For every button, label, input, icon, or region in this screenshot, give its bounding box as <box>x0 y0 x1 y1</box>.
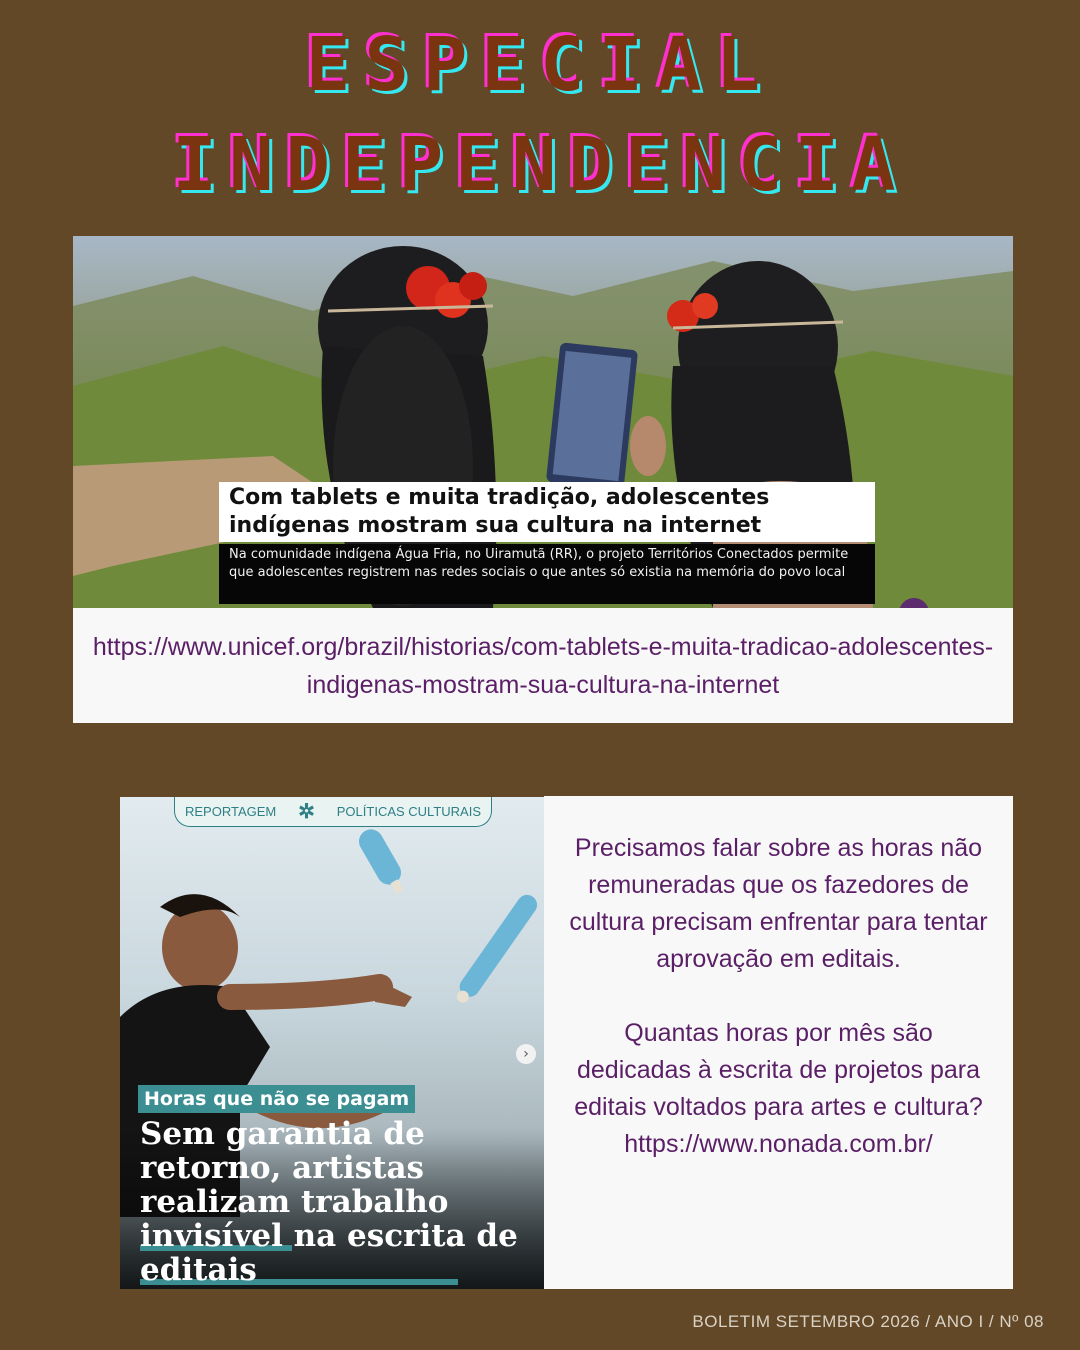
article-summary: Na comunidade indígena Água Fria, no Uiramutã (RR), o projeto Territórios Conectados permite que adolescentes registrem nas redes sociais o que antes só existia na memória do povo local <box>229 547 849 580</box>
tag-reportagem: REPORTAGEM <box>185 804 277 819</box>
article-photo-juggler <box>120 797 544 1289</box>
article-photo-indigenous-girls <box>73 236 1013 608</box>
footer-issue-info: BOLETIM SETEMBRO 2026 / ANO I / Nº 08 <box>692 1312 1044 1331</box>
article-card-unicef[interactable] <box>73 236 1013 723</box>
article-link-unicef[interactable]: https://www.unicef.org/brazil/historias/com-tablets-e-muita-tradicao-adolescentes-indigenas-mostram-sua-cultura-na-internet <box>92 633 994 699</box>
summary-box <box>219 544 875 604</box>
tag-politicas-culturais: POLÍTICAS CULTURAIS <box>336 804 481 819</box>
chevron-right-icon[interactable]: › <box>516 1044 536 1064</box>
article-text-card-nonada <box>544 796 1013 1289</box>
article-headline-nonada: Sem garantia de retorno, artistas realizam trabalho invisível na escrita de editais <box>140 1116 518 1288</box>
article-paragraph-1: Precisamos falar sobre as horas não remuneradas que os fazedores de cultura precisam enfrentar para tentar aprovação em editais. <box>569 834 988 973</box>
nonada-logo-icon: ✲ <box>298 800 315 823</box>
headline-box <box>219 482 875 542</box>
title-especial: ESPECIAL <box>305 22 775 108</box>
category-tag-bar <box>174 797 492 827</box>
article-paragraph-2: Quantas horas por mês são dedicadas à escrita de projetos para editais voltados para artes e cultura? <box>574 1019 983 1121</box>
title-independencia: INDEPENDENCIA <box>172 122 908 208</box>
article-headline: Com tablets e muita tradição, adolescentes indígenas mostram sua cultura na internet <box>229 485 770 538</box>
article-kicker: Horas que não se pagam <box>138 1085 415 1113</box>
article-text <box>564 830 993 1163</box>
article-link-nonada[interactable]: https://www.nonada.com.br/ <box>624 1130 933 1158</box>
